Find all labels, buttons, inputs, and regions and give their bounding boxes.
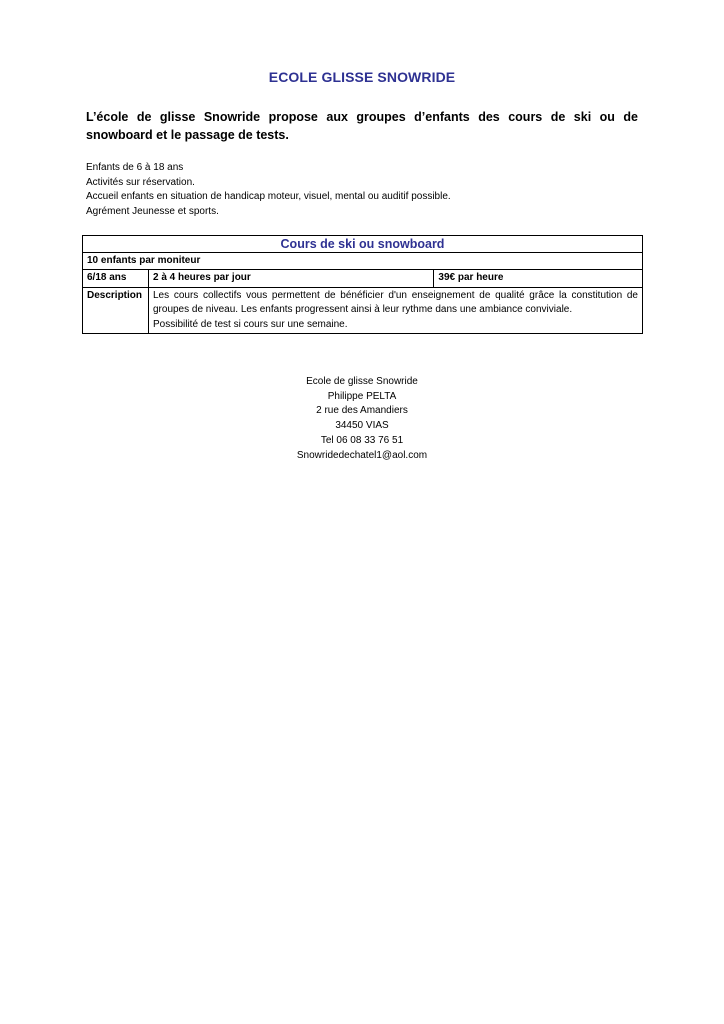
intro-paragraph: L’école de glisse Snowride propose aux groupes d’enfants des cours de ski ou de snowboard et le passage de tests. <box>86 110 638 142</box>
courses-table <box>82 235 643 334</box>
duration-cell: 2 à 4 heures par jour <box>148 270 433 288</box>
table-title-row <box>83 236 643 253</box>
contact-phone: Tel 06 08 33 76 51 <box>320 434 404 446</box>
description-text: Les cours collectifs vous permettent de bénéficier d'un enseignement de qualité grâce la constitution de groupes de niveau. Les enfants progressent ainsi à leur rythme dans une ambiance conviviale. <box>152 289 638 315</box>
table-row <box>83 270 643 288</box>
contact-person: Philippe PELTA <box>327 390 397 402</box>
table-title: Cours de ski ou snowboard <box>83 236 643 253</box>
description-test-note: Possibilité de test si cours sur une semaine. <box>152 318 348 330</box>
table-row <box>83 287 643 334</box>
page-title: ECOLE GLISSE SNOWRIDE <box>268 69 456 85</box>
contact-city: 34450 VIAS <box>335 420 389 432</box>
contact-email: Snowridedechatel1@aol.com <box>296 449 428 461</box>
contact-name: Ecole de glisse Snowride <box>306 376 418 387</box>
contact-block <box>86 375 638 463</box>
fact-age-range: Enfants de 6 à 18 ans <box>86 162 184 173</box>
description-cell <box>148 287 642 334</box>
contact-street: 2 rue des Amandiers <box>316 405 408 417</box>
description-label-cell: Description <box>83 287 149 334</box>
table-row <box>83 252 643 270</box>
facts-list <box>86 161 638 220</box>
fact-reservation: Activités sur réservation. <box>86 176 195 188</box>
fact-accessibility: Accueil enfants en situation de handicap moteur, visuel, mental ou auditif possible. <box>86 191 451 203</box>
ratio-cell: 10 enfants par moniteur <box>83 252 643 270</box>
fact-accreditation: Agrément Jeunesse et sports. <box>86 206 219 218</box>
price-cell: 39€ par heure <box>434 270 643 288</box>
age-cell: 6/18 ans <box>83 270 149 288</box>
